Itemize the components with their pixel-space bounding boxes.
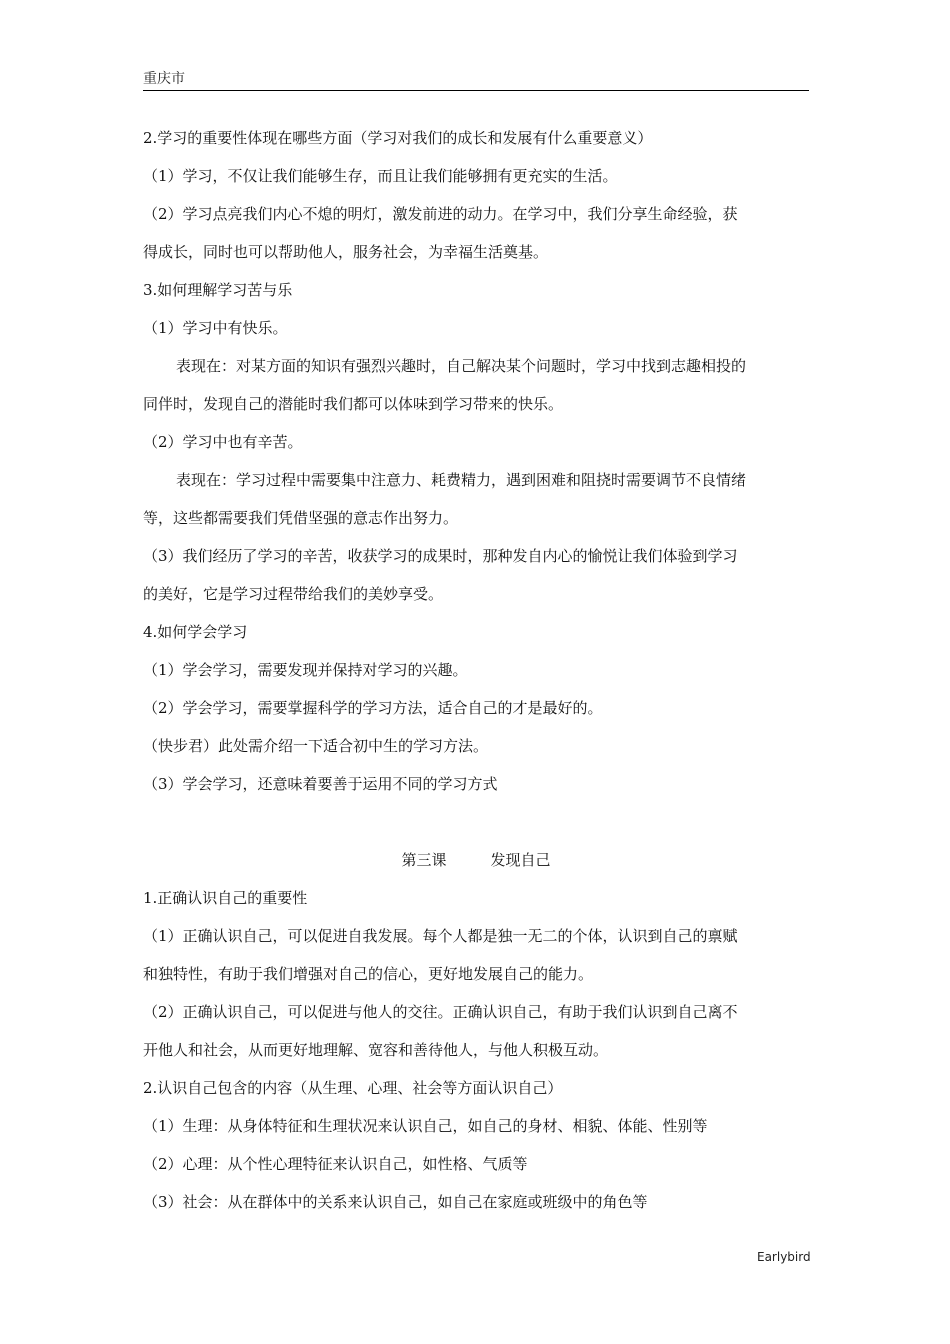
page-footer <box>757 1250 811 1264</box>
paragraph: （2）学会学习，需要掌握科学的学习方法，适合自己的才是最好的。 <box>143 699 603 717</box>
paragraph: （2）心理：从个性心理特征来认识自己，如性格、气质等 <box>143 1155 528 1173</box>
paragraph-continuation: 开他人和社会，从而更好地理解、宽容和善待他人，与他人积极互动。 <box>143 1041 609 1059</box>
paragraph-detail: 表现在：学习过程中需要集中注意力、耗费精力，遇到困难和阻挠时需要调节不良情绪 <box>176 471 747 489</box>
paragraph-continuation: 和独特性，有助于我们增强对自己的信心，更好地发展自己的能力。 <box>143 965 594 983</box>
note: （快步君）此处需介绍一下适合初中生的学习方法。 <box>143 737 489 755</box>
lesson-name: 发现自己 <box>490 851 551 869</box>
paragraph: （3）我们经历了学习的辛苦，收获学习的成果时，那种发自内心的愉悦让我们体验到学习 <box>143 547 738 565</box>
paragraph-continuation: 等，这些都需要我们凭借坚强的意志作出努力。 <box>143 509 459 527</box>
paragraph: （1）学习中有快乐。 <box>143 319 288 337</box>
paragraph: （1）学习，不仅让我们能够生存，而且让我们能够拥有更充实的生活。 <box>143 167 618 185</box>
paragraph: （2）正确认识自己，可以促进与他人的交往。正确认识自己，有助于我们认识到自己离不 <box>143 1003 738 1021</box>
section-heading: 1.正确认识自己的重要性 <box>143 889 308 907</box>
paragraph-continuation: 同伴时，发现自己的潜能时我们都可以体味到学习带来的快乐。 <box>143 395 564 413</box>
spacer <box>143 803 809 841</box>
paragraph-detail: 表现在：对某方面的知识有强烈兴趣时，自己解决某个问题时，学习中找到志趣相投的 <box>176 357 747 375</box>
paragraph: （1）学会学习，需要发现并保持对学习的兴趣。 <box>143 661 468 679</box>
paragraph: （3）学会学习，还意味着要善于运用不同的学习方式 <box>143 775 498 793</box>
paragraph: （1）正确认识自己，可以促进自我发展。每个人都是独一无二的个体，认识到自己的禀赋 <box>143 927 738 945</box>
paragraph: （2）学习中也有辛苦。 <box>143 433 303 451</box>
paragraph: （1）生理：从身体特征和生理状况来认识自己，如自己的身材、相貌、体能、性别等 <box>143 1117 708 1135</box>
document-body <box>143 119 809 1221</box>
paragraph-continuation: 的美好，它是学习过程带给我们的美妙享受。 <box>143 585 444 603</box>
section-heading: 4.如何学会学习 <box>143 623 248 641</box>
lesson-title <box>143 841 809 879</box>
footer-text: Earlybird <box>757 1250 811 1264</box>
paragraph: （3）社会：从在群体中的关系来认识自己，如自己在家庭或班级中的角色等 <box>143 1193 648 1211</box>
paragraph-continuation: 得成长，同时也可以帮助他人，服务社会，为幸福生活奠基。 <box>143 243 549 261</box>
section-heading: 2.学习的重要性体现在哪些方面（学习对我们的成长和发展有什么重要意义） <box>143 129 653 147</box>
lesson-number: 第三课 <box>401 851 447 869</box>
page-header <box>143 70 809 91</box>
paragraph: （2）学习点亮我们内心不熄的明灯，激发前进的动力。在学习中，我们分享生命经验，获 <box>143 205 738 223</box>
section-heading: 2.认识自己包含的内容（从生理、心理、社会等方面认识自己） <box>143 1079 563 1097</box>
section-heading: 3.如何理解学习苦与乐 <box>143 281 293 299</box>
header-title: 重庆市 <box>143 71 185 87</box>
